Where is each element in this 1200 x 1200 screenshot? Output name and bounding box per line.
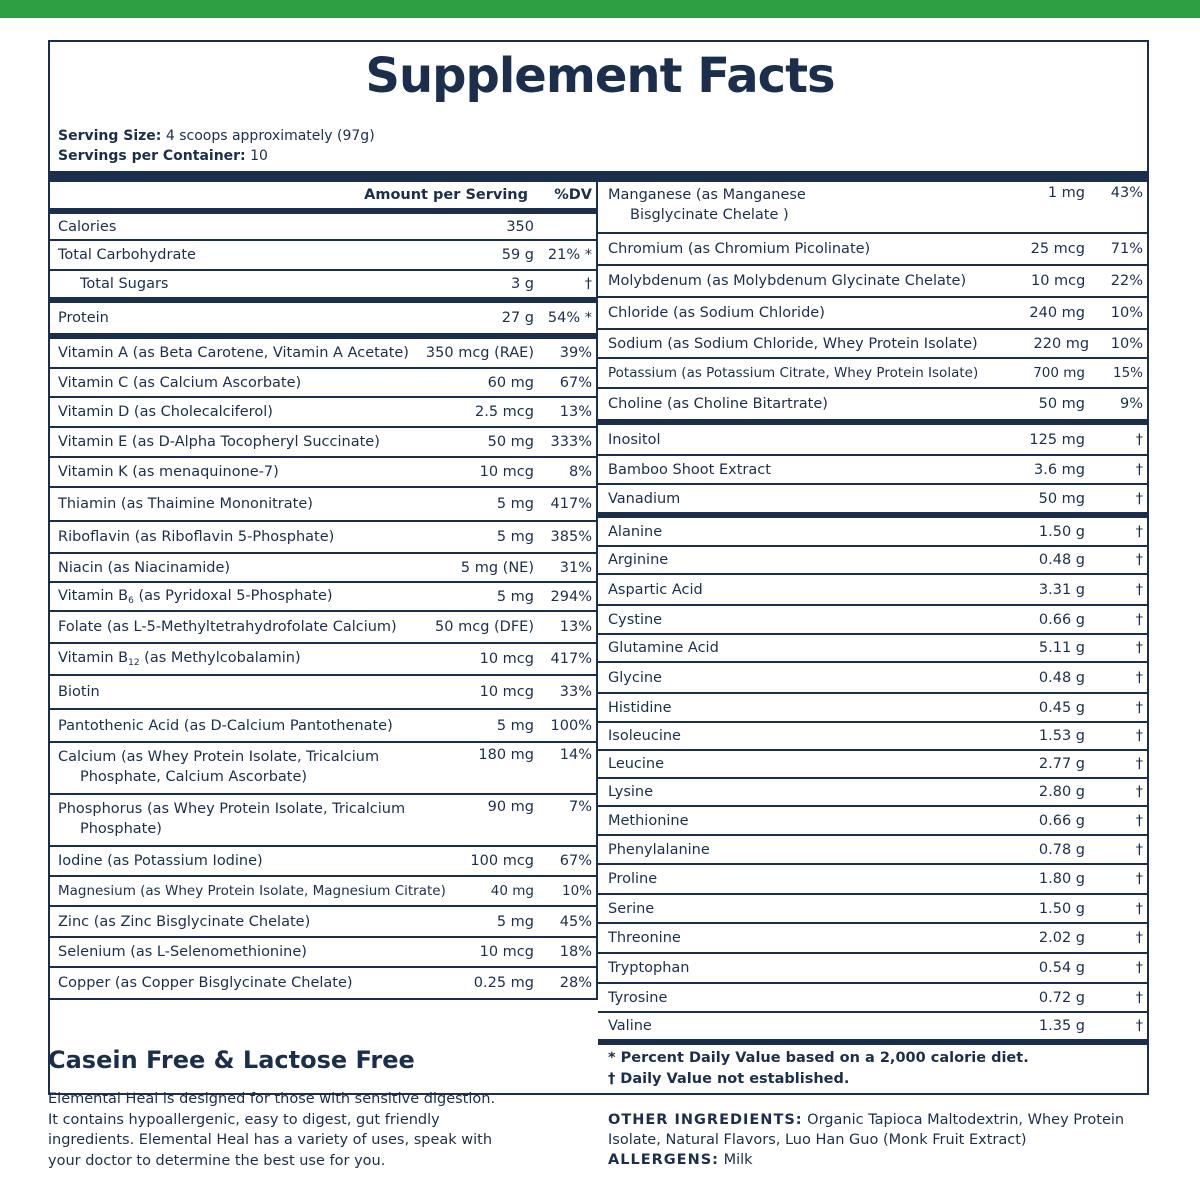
table-row: Chloride (as Sodium Chloride) 240 mg 10% bbox=[598, 298, 1149, 330]
table-row: Copper (as Copper Bisglycinate Chelate) 0.25 mg 28% bbox=[58, 975, 592, 991]
amount-header: Amount per Serving bbox=[364, 186, 528, 203]
table-row: Total Sugars 3 g † bbox=[48, 271, 596, 303]
table-row: Lysine 2.80 g † bbox=[598, 779, 1149, 807]
table-row: Iodine (as Potassium Iodine) 100 mcg 67% bbox=[48, 847, 596, 877]
table-row: Vitamin C (as Calcium Ascorbate) 60 mg 67% bbox=[48, 369, 596, 398]
table-row: Vanadium 50 mg † bbox=[598, 485, 1149, 518]
table-row: Folate (as L-5-Methyltetrahydrofolate Calcium) 50 mcg (DFE) 13% bbox=[48, 612, 596, 644]
table-row: Cystine 0.66 g † bbox=[598, 606, 1149, 635]
table-row: Inositol 125 mg † bbox=[598, 425, 1149, 456]
table-row: Choline (as Choline Bitartrate) 50 mg 9% bbox=[598, 389, 1149, 425]
table-row: Selenium (as L-Selenomethionine) 10 mcg 18% bbox=[48, 938, 596, 968]
table-row: Histidine 0.45 g † bbox=[598, 694, 1149, 723]
table-row: Calories 350 bbox=[48, 214, 596, 241]
servings-per-container: Servings per Container: 10 bbox=[58, 148, 268, 164]
table-row: Tyrosine 0.72 g † bbox=[598, 984, 1149, 1013]
table-row: Protein 27 g 54% * bbox=[48, 303, 596, 339]
dagger-footnote: † Daily Value not established. bbox=[608, 1071, 850, 1087]
table-row: Potassium (as Potassium Citrate, Whey Protein Isolate) 700 mg 15% bbox=[598, 359, 1149, 389]
allergens-line: ALLERGENS: Milk bbox=[608, 1152, 753, 1168]
table-row: Magnesium (as Whey Protein Isolate, Magnesium Citrate) 40 mg 10% bbox=[48, 877, 596, 907]
serving-size: Serving Size: 4 scoops approximately (97g) bbox=[58, 128, 375, 144]
dv-header: %DV bbox=[554, 186, 592, 203]
percent-footnote: * Percent Daily Value based on a 2,000 calorie diet. bbox=[608, 1050, 1029, 1066]
table-row: Vitamin A (as Beta Carotene, Vitamin A Acetate) 350 mcg (RAE) 39% bbox=[48, 339, 596, 369]
ingredients-line: OTHER INGREDIENTS: Organic Tapioca Maltodextrin, Whey Protein Isolate, Natural Flavors, Luo Han Guo (Monk Fruit Extract) bbox=[608, 1112, 1125, 1148]
table-row: Biotin 10 mcg 33% bbox=[48, 676, 596, 710]
table-row: Phenylalanine 0.78 g † bbox=[598, 836, 1149, 865]
table-row: Methionine 0.66 g † bbox=[598, 807, 1149, 836]
table-row: Valine 1.35 g † bbox=[598, 1013, 1149, 1045]
table-row: Vitamin $B_{12}$ (as Methylcobalamin) 10 mcg 417% bbox=[48, 644, 596, 676]
table-row: Vitamin $B_6$ (as Pyridoxal 5-Phosphate) 5 mg 294% bbox=[48, 583, 596, 612]
table-row: Sodium (as Sodium Chloride, Whey Protein Isolate) 220 mg 10% bbox=[598, 330, 1149, 359]
table-row: Niacin (as Niacinamide) 5 mg (NE) 31% bbox=[48, 554, 596, 583]
table-row: Vitamin E (as D-Alpha Tocopheryl Succinate) 50 mg 333% bbox=[48, 428, 596, 458]
table-row: Arginine 0.48 g † bbox=[598, 547, 1149, 575]
table-row: Proline 1.80 g † bbox=[598, 865, 1149, 895]
table-row: Aspartic Acid 3.31 g † bbox=[598, 575, 1149, 606]
casein-heading: Casein Free & Lactose Free bbox=[48, 1046, 415, 1074]
table-row: Vitamin K (as menaquinone-7) 10 mcg 8% bbox=[48, 458, 596, 488]
brand-top-bar bbox=[0, 0, 1200, 18]
table-row: Phosphorus (as Whey Protein Isolate, Tricalcium Phosphate) 90 mg 7% bbox=[48, 795, 596, 847]
table-row: Tryptophan 0.54 g † bbox=[598, 954, 1149, 984]
table-row: Pantothenic Acid (as D-Calcium Pantothenate) 5 mg 100% bbox=[48, 710, 596, 743]
table-row: Glycine 0.48 g † bbox=[598, 663, 1149, 694]
casein-description: Elemental Heal is designed for those with sensitive digestion. It contains hypoallergenic, easy to digest, gut friendly ingredients. Elemental Heal has a variety of uses, speak with your doctor to determine the best use for you. bbox=[48, 1091, 496, 1169]
table-row: Isoleucine 1.53 g † bbox=[598, 723, 1149, 751]
table-row: Glutamine Acid 5.11 g † bbox=[598, 635, 1149, 663]
page-title: Supplement Facts bbox=[365, 48, 835, 104]
table-row: Serine 1.50 g † bbox=[598, 895, 1149, 924]
table-row: Riboflavin (as Riboflavin 5-Phosphate) 5 mg 385% bbox=[48, 522, 596, 554]
nutrient-table-left bbox=[48, 181, 598, 1000]
table-row: Zinc (as Zinc Bisglycinate Chelate) 5 mg 45% bbox=[48, 907, 596, 938]
table-row: Total Carbohydrate 59 g 21% * bbox=[48, 241, 596, 271]
table-header-row bbox=[48, 181, 596, 214]
table-row: Alanine 1.50 g † bbox=[598, 518, 1149, 547]
nutrient-table-right bbox=[598, 181, 1149, 1045]
table-row: Manganese (as Manganese Bisglycinate Chelate ) 1 mg 43% bbox=[598, 181, 1149, 234]
table-row: Leucine 2.77 g † bbox=[598, 751, 1149, 779]
table-row: Vitamin D (as Cholecalciferol) 2.5 mcg 13% bbox=[48, 398, 596, 428]
table-row: Threonine 2.02 g † bbox=[598, 924, 1149, 954]
footnotes bbox=[608, 1048, 1029, 1090]
table-row: Molybdenum (as Molybdenum Glycinate Chelate) 10 mcg 22% bbox=[598, 266, 1149, 298]
table-row: Chromium (as Chromium Picolinate) 25 mcg 71% bbox=[598, 234, 1149, 266]
other-ingredients bbox=[608, 1110, 1168, 1170]
table-row: Calcium (as Whey Protein Isolate, Tricalcium Phosphate, Calcium Ascorbate) 180 mg 14% bbox=[48, 743, 596, 795]
table-row: Thiamin (as Thaimine Mononitrate) 5 mg 417% bbox=[48, 488, 596, 522]
table-row: Bamboo Shoot Extract 3.6 mg † bbox=[598, 456, 1149, 485]
serving-info bbox=[58, 126, 375, 166]
